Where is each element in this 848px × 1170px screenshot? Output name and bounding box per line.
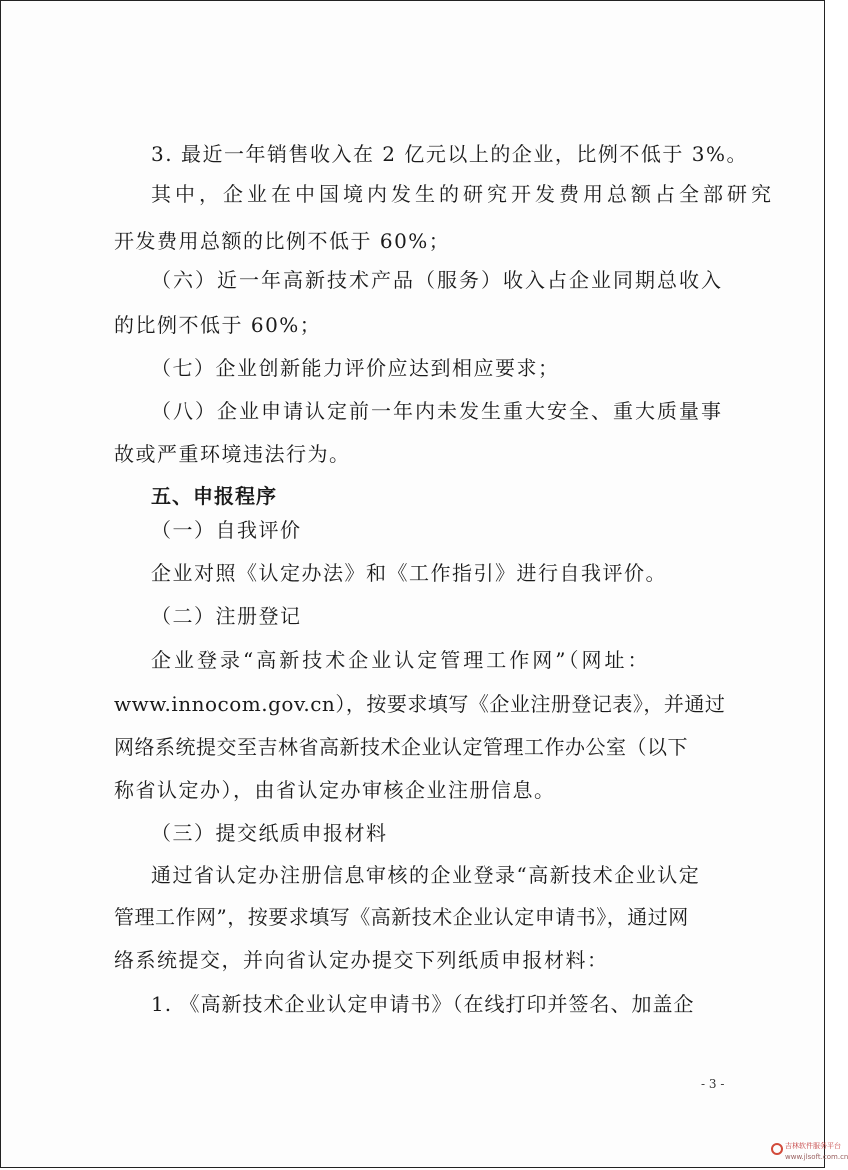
page-number: - 3 - [701, 1077, 725, 1091]
watermark-logo-icon [771, 1143, 783, 1155]
text-line: 称省认定办），由省认定办审核企业注册信息。 [114, 778, 556, 802]
text-line: （一）自我评价 [151, 518, 302, 542]
text-line: （七）企业创新能力评价应达到相应要求； [151, 356, 560, 380]
text-line: 企业对照《认定办法》和《工作指引》进行自我评价。 [151, 561, 667, 585]
text-line: 网络系统提交至吉林省高新技术企业认定管理工作办公室（以下 [114, 735, 688, 759]
text-line: 通过省认定办注册信息审核的企业登录“高新技术企业认定 [151, 863, 701, 887]
text-line: www.innocom.gov.cn），按要求填写《企业注册登记表》，并通过 [114, 692, 726, 716]
text-line: （六）近一年高新技术产品（服务）收入占企业同期总收入 [151, 268, 723, 292]
text-line: （三）提交纸质申报材料 [151, 821, 388, 845]
text-line: （八）企业申请认定前一年内未发生重大安全、重大质量事 [151, 399, 723, 423]
text-line: 其中，企业在中国境内发生的研究开发费用总额占全部研究 [151, 182, 775, 206]
text-line: 络系统提交，并向省认定办提交下列纸质申报材料： [114, 948, 609, 972]
watermark [771, 1141, 848, 1165]
watermark-text: 吉林软件服务平台 [785, 1142, 841, 1150]
watermark-url: www.jlsoft.com.cn [785, 1153, 848, 1161]
text-line: 企业登录“高新技术企业认定管理工作网”（网址： [151, 648, 651, 672]
text-line: 管理工作网”，按要求填写《高新技术企业认定申请书》，通过网 [114, 905, 689, 929]
text-line: （二）注册登记 [151, 604, 302, 628]
text-line: 3. 最近一年销售收入在 2 亿元以上的企业，比例不低于 3%。 [151, 142, 748, 166]
text-line: 开发费用总额的比例不低于 60%； [114, 229, 451, 253]
text-line: 的比例不低于 60%； [114, 313, 322, 337]
text-line: 故或严重环境违法行为。 [114, 442, 351, 466]
section-heading: 五、申报程序 [151, 484, 277, 508]
text-line: 1. 《高新技术企业认定申请书》（在线打印并签名、加盖企 [151, 992, 695, 1016]
